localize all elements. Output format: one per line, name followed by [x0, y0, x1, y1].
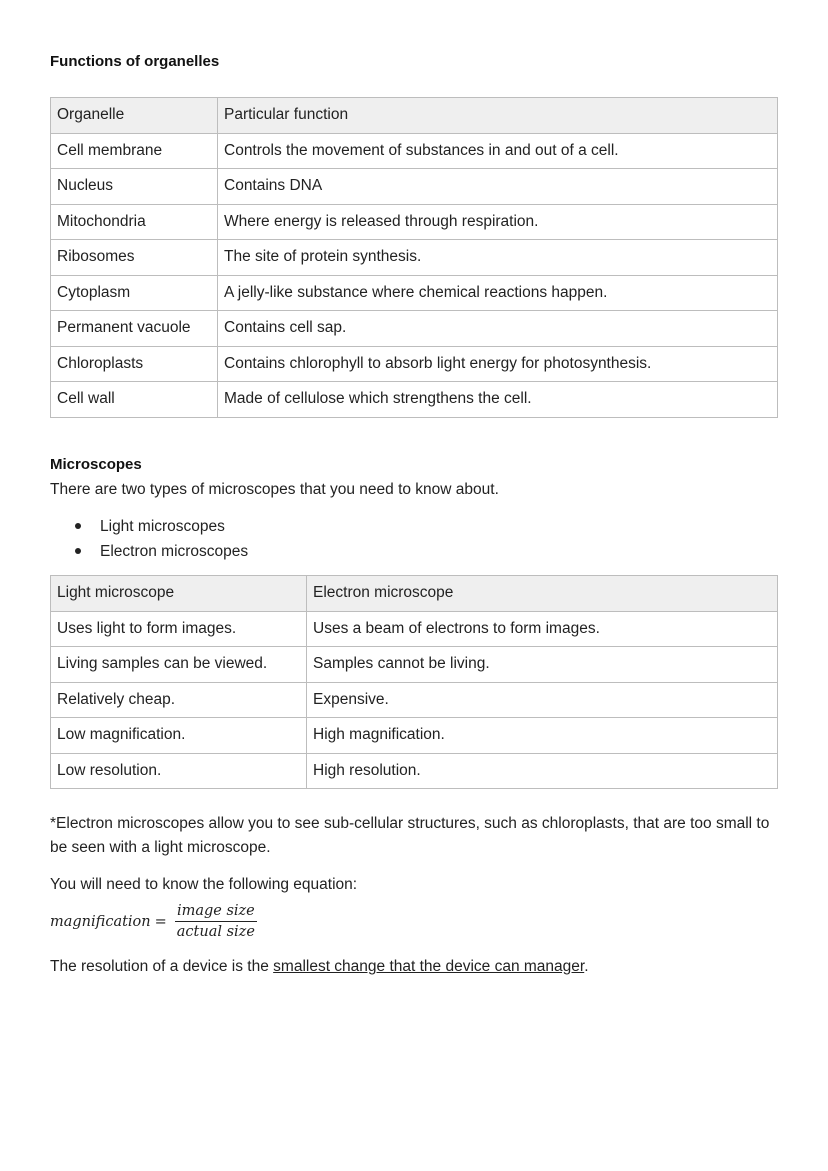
- organelle-name: Cytoplasm: [51, 275, 218, 311]
- table-row: [51, 169, 778, 205]
- table-row: [51, 346, 778, 382]
- header-cell-electron: Electron microscope: [307, 576, 778, 612]
- light-microscope-cell: Living samples can be viewed.: [51, 647, 307, 683]
- table-row: [51, 682, 778, 718]
- list-item-label: Electron microscopes: [100, 543, 249, 560]
- equation-numerator: image size: [175, 903, 257, 922]
- organelle-name: Cell membrane: [51, 133, 218, 169]
- equals-sign: =: [154, 913, 167, 930]
- microscope-comparison-table: [50, 575, 778, 789]
- header-cell-function: Particular function: [218, 98, 778, 134]
- header-cell-organelle: Organelle: [51, 98, 218, 134]
- organelle-name: Nucleus: [51, 169, 218, 205]
- table-row: [51, 133, 778, 169]
- organelle-function: A jelly-like substance where chemical reactions happen.: [218, 275, 778, 311]
- organelle-function: Contains cell sap.: [218, 311, 778, 347]
- electron-microscope-cell: High resolution.: [307, 753, 778, 789]
- organelle-name: Mitochondria: [51, 204, 218, 240]
- table-row: [51, 275, 778, 311]
- table-header-row: [51, 98, 778, 134]
- table-header-row: [51, 576, 778, 612]
- light-microscope-cell: Uses light to form images.: [51, 611, 307, 647]
- bullet-icon: [75, 523, 81, 529]
- light-microscope-cell: Low resolution.: [51, 753, 307, 789]
- equation-lhs: magnification: [50, 913, 151, 930]
- table-row: [51, 611, 778, 647]
- electron-microscope-cell: Uses a beam of electrons to form images.: [307, 611, 778, 647]
- header-cell-light: Light microscope: [51, 576, 307, 612]
- list-item: [50, 539, 248, 564]
- microscopes-intro: There are two types of microscopes that you need to know about.: [50, 481, 499, 498]
- organelle-name: Chloroplasts: [51, 346, 218, 382]
- light-microscope-cell: Low magnification.: [51, 718, 307, 754]
- organelle-name: Ribosomes: [51, 240, 218, 276]
- equation-fraction: [175, 903, 257, 940]
- list-item-label: Light microscopes: [100, 518, 225, 535]
- electron-microscope-cell: Expensive.: [307, 682, 778, 718]
- organelle-function: Where energy is released through respiration.: [218, 204, 778, 240]
- organelle-function: Contains DNA: [218, 169, 778, 205]
- section-title-microscopes: Microscopes: [50, 456, 142, 473]
- resolution-definition: [50, 955, 778, 979]
- list-item: [50, 514, 248, 539]
- table-row: [51, 382, 778, 418]
- organelle-function: Controls the movement of substances in and out of a cell.: [218, 133, 778, 169]
- organelle-function: Made of cellulose which strengthens the cell.: [218, 382, 778, 418]
- organelle-name: Permanent vacuole: [51, 311, 218, 347]
- organelle-function: Contains chlorophyll to absorb light energy for photosynthesis.: [218, 346, 778, 382]
- electron-microscope-cell: Samples cannot be living.: [307, 647, 778, 683]
- electron-microscope-cell: High magnification.: [307, 718, 778, 754]
- light-microscope-cell: Relatively cheap.: [51, 682, 307, 718]
- magnification-equation: [50, 903, 257, 940]
- resolution-prefix: The resolution of a device is the: [50, 958, 274, 975]
- organelle-function: The site of protein synthesis.: [218, 240, 778, 276]
- table-row: [51, 718, 778, 754]
- organelle-name: Cell wall: [51, 382, 218, 418]
- electron-microscope-note: *Electron microscopes allow you to see sub-cellular structures, such as chloroplasts, that are too small to be seen with a light microscope.: [50, 815, 770, 856]
- resolution-suffix: .: [584, 958, 589, 975]
- table-row: [51, 753, 778, 789]
- microscope-types-list: [50, 514, 248, 564]
- table-row: [51, 204, 778, 240]
- equation-intro: You will need to know the following equation:: [50, 876, 358, 893]
- resolution-underlined-text: smallest change that the device can manager: [273, 958, 585, 975]
- table-row: [51, 240, 778, 276]
- equation-denominator: actual size: [176, 924, 255, 940]
- bullet-icon: [75, 548, 81, 554]
- table-row: [51, 311, 778, 347]
- section-title-organelles: Functions of organelles: [50, 53, 220, 70]
- organelle-table: [50, 97, 778, 418]
- table-row: [51, 647, 778, 683]
